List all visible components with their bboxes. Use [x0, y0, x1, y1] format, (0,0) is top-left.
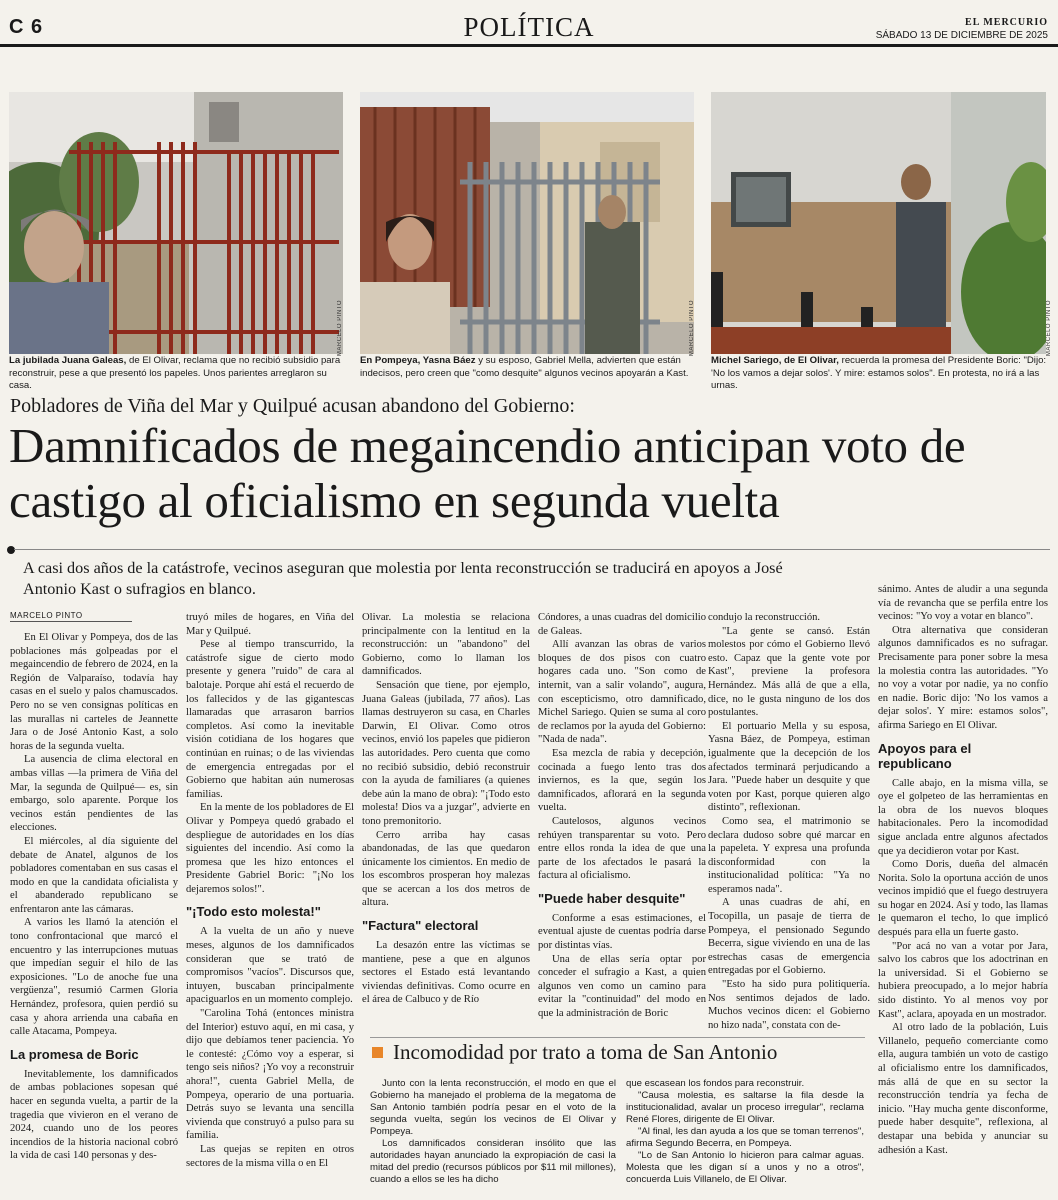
paragraph: La desazón entre las víctimas se mantiene, pese a que en algunos sectores el Estado está levantando viviendas definitivas. Como ocurre en el área de Calbuco y de Río [362, 940, 530, 1006]
subheading: "Factura" electoral [362, 918, 479, 934]
caption-text: de El Olivar, reclama que no recibió subsidio para reconstruir, pese a que presentó los papeles. Unos parientes arreglaron su casa. [9, 355, 341, 391]
paragraph: "Lo de San Antonio lo hicieron para calmar aguas. Molesta que les digan sí a unos y no a otros", concuerda Luis Villanelo, de El Olivar. [626, 1150, 864, 1185]
paragraph: Esa mezcla de rabia y decepción, cocinada a fuego lento tras dos inviernos, es la que, según los damnificados, aflorará en la segunda vuelta. [538, 747, 706, 814]
photo-michel-sariego [711, 92, 1046, 354]
paragraph: Cerro arriba hay casas abandonadas, de las que quedaron únicamente los cimientos. En medio de los escombros prosperan hoy malezas que se acercan a los dos metros de altura. [362, 829, 530, 909]
paragraph: Olivar. La molestia se relaciona principalmente con la lentitud en la reconstrucción: un "abandono" del Gobierno, como lo llaman los damnificados. [362, 612, 530, 678]
newspaper-name: EL MERCURIO [965, 17, 1048, 28]
paragraph: A la vuelta de un año y nueve meses, algunos de los damnificados consideran que se trató de compromisos "vacíos". Discursos que, intuyen, buscaban principalmente apaciguarlos en un momento complejo. [186, 926, 354, 1006]
paragraph: Al otro lado de la población, Luis Villanelo, pequeño comerciante como ella, augura también un voto de castigo al oficialismo entre los damnificados, más allá de que en su sector la reconstrucción tendría ya fecha de inicio. "Hay mucha gente disconforme, puede haber desquite", reflexiona, al destapar una bebida y anunciar su adhesión a Kast. [878, 1022, 1048, 1156]
paragraph: Conforme a esas estimaciones, el eventual ajuste de cuentas podría darse por distintas vías. [538, 912, 706, 952]
photo-credit: MARCELO PINTO [337, 300, 343, 357]
sidebar-square-icon [372, 1047, 383, 1058]
paragraph: El miércoles, al día siguiente del debate de Anatel, algunos de los pobladores comentaban en sus casas el modo en que la candidata oficialista y el abanderado republicano se enfrentaron ante las cámaras. [10, 835, 178, 915]
masthead [876, 16, 1048, 42]
photo-credit: MARCELO PINTO [689, 300, 695, 357]
photo-caption [360, 355, 698, 380]
subheading: "Puede haber desquite" [538, 890, 686, 906]
sidebar-column-1 [370, 1078, 616, 1186]
paragraph: Los damnificados consideran insólito que las autoridades hayan anunciado la expropiación de casi la mitad del predio (recursos públicos por $11 mil millones), cuando a ellos se les ha dicho [370, 1138, 616, 1185]
paragraph: "La gente se cansó. Están molestos por cómo el Gobierno llevó esto. Capaz que la gente vote por Kast", previene la profesora Hernández. Más allá de que a ella, dice, no le gusta ninguno de los dos postulantes. [708, 625, 870, 719]
section-title: POLÍTICA [463, 12, 595, 42]
paragraph: A unas cuadras de ahí, en Tocopilla, un pasaje de tierra de Pompeya, el pensionado Segundo Becerra, sigue viviendo en una de las estrechas casas de emergencia entregadas por el Gobierno. [708, 897, 870, 977]
paragraph: que escasean los fondos para reconstruir. [626, 1078, 805, 1089]
paragraph: sánimo. Antes de aludir a una segunda vía de revancha que se perfila entre los vecinos: "Yo voy a votar en blanco". [878, 584, 1048, 623]
paragraph: Junto con la lenta reconstrucción, el modo en que el Gobierno ha manejado el problema de la megatoma de San Antonio también podría pesar en el voto de la segunda vuelta, según los vecinos de El Olivar y Pompeya. [370, 1078, 616, 1137]
paragraph: "Al final, les dan ayuda a los que se toman terrenos", afirma Segundo Becerra, en Pompeya. [626, 1126, 864, 1149]
paragraph: "Carolina Tohá (entonces ministra del Interior) estuvo aquí, en mi casa, y dijo que debíamos tener paciencia. Yo le contesté: ¿Cómo voy a esperar, si tengo seis niños? ¡Yo voy a reconstruir ahora!", cuenta Gabriel Mella, de Pompeya, operario de una portuaria. Detrás suyo se levanta una sencilla vivienda que construyó a pulso para su familia. [186, 1008, 354, 1142]
paragraph: "Esto ha sido pura politiquería. Nos sentimos dejados de lado. Muchos vecinos dicen: el Gobierno no hizo nada", constata con de- [708, 979, 870, 1031]
caption-text: y su esposo, Gabriel Mella, advierten que están indecisos, pero creen que "como desquite" algunos vecinos apoyarán a Kast. [360, 355, 689, 379]
article-column-2 [186, 611, 354, 1197]
caption-lead: La jubilada Juana Galeas, [9, 355, 127, 366]
paragraph: Otra alternativa que consideran algunos damnificados es no sufragar. Precisamente para poner sobre la mesa la molestia contra las autoridades. "Yo no voy a votar por nadie, ya no confío en nadie. Boric dijo: 'No los vamos a dejar solos'. Y mire: estamos solos", afirma Sariego en El Olivar. [878, 624, 1048, 731]
caption-lead: En Pompeya, Yasna Báez [360, 355, 476, 366]
subheading: "¡Todo esto molesta!" [186, 904, 321, 920]
paragraph: Las quejas se repiten en otros sectores de la misma villa o en El [186, 1143, 354, 1169]
article-column-1 [10, 631, 178, 1197]
paragraph: Como sea, el matrimonio se declara dudoso sobre qué marcar en la papeleta. Y expresa una profunda disconformidad con la institucionalidad política: "Ya no esperamos nada". [708, 815, 870, 895]
paragraph: "Causa molestia, es saltarse la fila desde la institucionalidad, avalar un proceso irregular", reclama René Flores, dirigente de El Olivar. [626, 1090, 864, 1125]
photo-juana-galeas [9, 92, 343, 357]
kicker: Pobladores de Viña del Mar y Quilpué acusan abandono del Gobierno: [10, 395, 575, 417]
issue-date: SÁBADO 13 DE DICIEMBRE DE 2025 [875, 30, 1048, 41]
sidebar-rule [370, 1037, 865, 1038]
subheading: Apoyos para el republicano [878, 740, 972, 771]
photo-caption [9, 355, 347, 393]
paragraph: En El Olivar y Pompeya, dos de las poblaciones más golpeadas por el megaincendio de febrero de 2024, en la Región de Valparaíso, todavía hay casas en el suelo y palos chamuscados. Pero no se ven consignas políticas en las murallas ni carteles de Jeannette Jara o de José Antonio Kast, a solo horas de la segunda vuelta. [10, 632, 178, 752]
sidebar-headline: Incomodidad por trato a toma de San Antonio [393, 1040, 778, 1064]
deck: A casi dos años de la catástrofe, vecinos aseguran que molestia por lenta reconstrucción se traducirá en apoyos a José Antonio Kast o sufragios en blanco. [23, 559, 783, 598]
paragraph: En la mente de los pobladores de El Olivar y Pompeya quedó grabado el despliegue de autoridades en los días siguientes del incendio. Así como la promesa que les hizo entonces el Presidente Gabriel Boric: "¡No los dejaremos solos!". [186, 802, 354, 895]
paragraph: Cautelosos, algunos vecinos rehúyen transparentar su voto. Pero entre ellos ronda la idea de que una parte de los afectados le pasará la factura al oficialismo. [538, 815, 706, 882]
paragraph: condujo la reconstrucción. [708, 612, 821, 623]
paragraph: Una de ellas sería optar por conceder el sufragio a Kast, a quien algunos ven como un camino para evitar la "continuidad" del modo en que la administración de Boric [538, 953, 706, 1020]
paragraph: A varios les llamó la atención el tono confrontacional que marcó el encuentro y las interrupciones mutuas que impedían seguir el hilo de las exposiciones. "Lo de anoche fue una vergüenza", resumió Carmen Gloria Hernández, profesora, quien perdió su casa y ahora arrienda una cabaña en calle Atacama, Pompeya. [10, 917, 178, 1038]
caption-lead: Michel Sariego, de El Olivar, [711, 355, 839, 366]
headline: Damnificados de megaincendio anticipan voto de castigo al oficialismo en segunda vuelta [9, 418, 966, 528]
paragraph: El portuario Mella y su esposa, Yasna Báez, de Pompeya, estiman igualmente que la decepción de los afectados terminará perjudicando a Jara. "Puede haber un desquite y que voten por Kast, porque quieren algo distinto", reflexionan. [708, 720, 870, 814]
photo-yasna-baez [360, 92, 695, 357]
article-column-3 [362, 611, 530, 1031]
paragraph: Sensación que tiene, por ejemplo, Juana Galeas (jubilada, 77 años). Las llamas destruyeron su casa, en Charles Darwin, El Olivar. Como otros vecinos, envió los papeles que pidieron las autoridades. Pero cuenta que como no recibió subsidio, debió reconstruir con la ayuda de familiares (a quienes debe aún la mano de obra): "¡Todo esto molesta! Dios va a juzgar", advierte en tono premonitorio. [362, 679, 530, 827]
article-column-5 [708, 611, 870, 1031]
caption-text: recuerda la promesa del Presidente Boric: "Dijo: 'No los vamos a dejar solos'. Y mire: estamos solos". En protesta, no irá a las urnas. [711, 355, 1047, 391]
byline: MARCELO PINTO [10, 611, 132, 622]
paragraph: Inevitablemente, los damnificados de ambas poblaciones sopesan qué hacer en segunda vuelta, a partir de la tragedia que vivieron en el verano de 2024, cuando uno de los peores incendios de la historia nacional cobró la vida de casi 140 personas y des- [10, 1068, 178, 1162]
paragraph: Allí avanzan las obras de varios bloques de dos pisos con cuatro hogares cada uno. "Son como de internit, van a salir volando", augura, con escepticismo, otro damnificado, Michel Sariego. Quien se suma al coro de reclamos por la ayuda del Gobierno: "Nada de nada". [538, 639, 706, 746]
paragraph: Cóndores, a unas cuadras del domicilio de Galeas. [538, 612, 706, 637]
deck-rule [14, 549, 1050, 550]
sidebar-column-2 [626, 1078, 864, 1186]
article-column-6 [878, 583, 1048, 1197]
paragraph: truyó miles de hogares, en Viña del Mar y Quilpué. [186, 612, 354, 637]
subheading: La promesa de Boric [10, 1046, 139, 1062]
page-number: C 6 [9, 16, 44, 38]
header-rule [0, 44, 1058, 47]
article-column-4 [538, 611, 706, 1031]
deck-bullet [7, 546, 15, 554]
paragraph: La ausencia de clima electoral en ambas villas —la primera de Viña del Mar, la segunda de Quilpué— es, sin embargo, solo aparente. Porque los vecinos están pendientes de las elecciones. [10, 754, 178, 834]
paragraph: Calle abajo, en la misma villa, se oye el golpeteo de las herramientas en la obra de los nuevos bloques habitacionales. Pero la incomodidad sigue anclada entre algunos afectados que ya decidieron votar por Kast. [878, 777, 1048, 857]
photo-credit: MARCELO PINTO [1046, 300, 1052, 357]
photo-caption [711, 355, 1053, 393]
paragraph: Pese al tiempo transcurrido, la catástrofe sigue de cierto modo presente y genera "ruido" de cara al balotaje. Porque ahí está el recuerdo de los fallecidos y de las gigantescas llamaradas que arrasaron barrios completos. Así como la inevitable visión cotidiana de los hogares que continúan en ruinas; o de las viviendas de emergencia entregadas por el Gobierno que habitan aún numerosas familias. [186, 639, 354, 800]
paragraph: "Por acá no van a votar por Jara, salvo los cabros que los adoctrinan en la universidad. Si el Gobierno se hubiera preocupado, a lo mejor habría sido distinto. Yo al menos voy por Kast", aclara, apoyada en un mostrador. [878, 940, 1048, 1020]
paragraph: Como Doris, dueña del almacén Norita. Solo la oportuna acción de unos vecinos impidió que el fuego destruyera su hogar en 2024. Así y todo, las llamas le quemaron el techo, lo que implicó después para ella un fuerte gasto. [878, 859, 1048, 939]
